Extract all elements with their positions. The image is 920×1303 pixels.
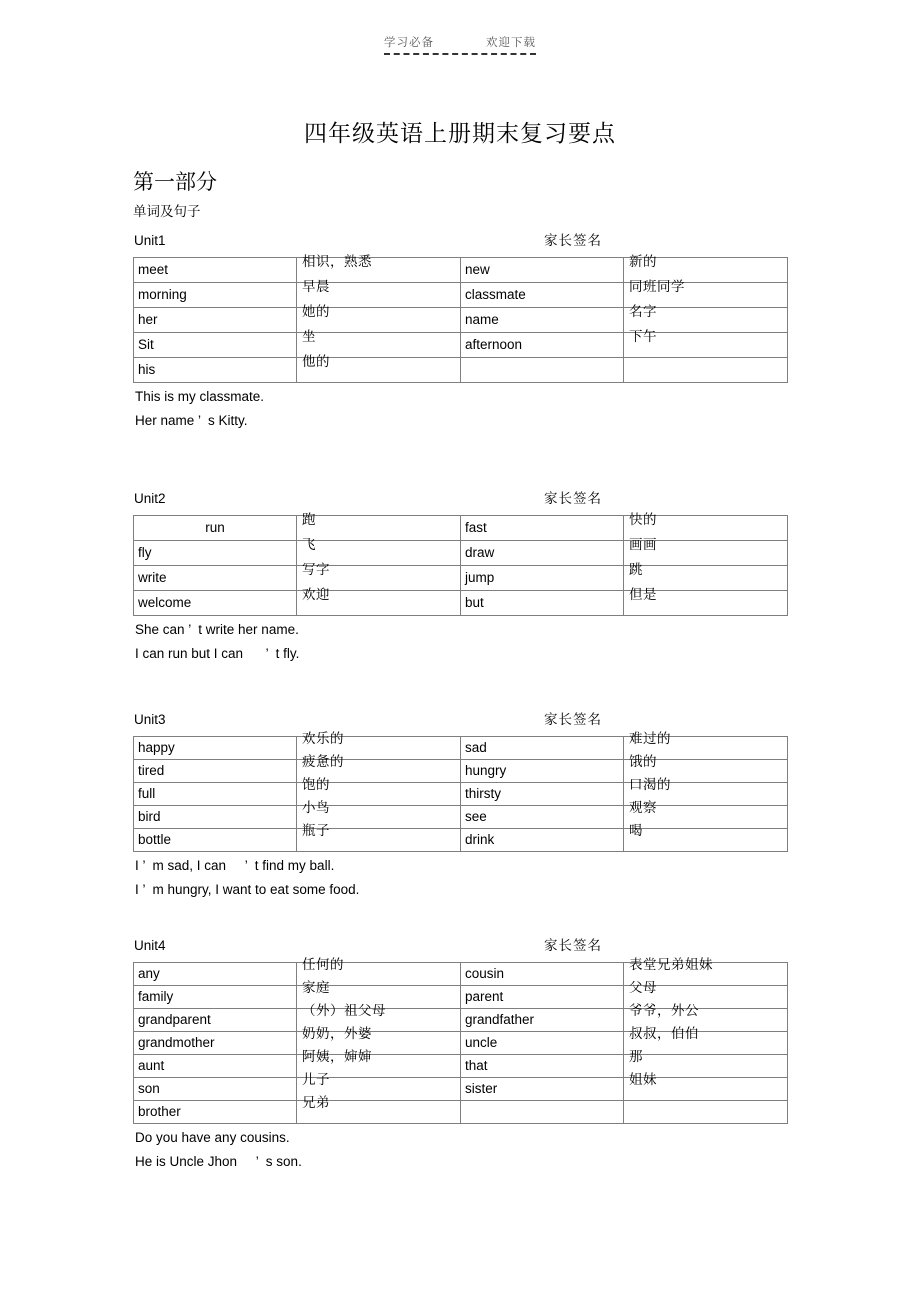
word-cell [134, 258, 297, 283]
word-cn: 新的 [629, 254, 657, 269]
example-sentence: Her name ’ s Kitty. [135, 413, 248, 428]
word-en: drink [465, 832, 495, 847]
meaning-cell [297, 1095, 461, 1124]
table-row [134, 1101, 788, 1124]
word-en: bird [138, 809, 161, 824]
unit-label-2: Unit2 [134, 491, 166, 506]
word-cell [134, 963, 297, 986]
word-cn: 画画 [629, 537, 657, 552]
word-en: tired [138, 763, 165, 778]
page-title: 四年级英语上册期末复习要点 [304, 121, 616, 146]
meaning-cell [624, 1101, 788, 1124]
word-cell [134, 737, 297, 760]
word-en: welcome [138, 595, 192, 610]
word-cn: 飞 [302, 537, 316, 552]
word-cn: 下午 [629, 329, 657, 344]
word-en: his [138, 362, 156, 377]
part-subheading: 单词及句子 [133, 204, 201, 219]
parent-signature-label-4: 家长签名 [544, 938, 602, 953]
vocab-table-unit4 [133, 957, 788, 1124]
word-en: grandparent [138, 1012, 211, 1027]
word-cell [134, 806, 297, 829]
word-cn: 叔叔，伯伯 [629, 1026, 699, 1041]
word-cell [134, 566, 297, 591]
word-cell [134, 1032, 297, 1055]
word-en: morning [138, 287, 187, 302]
word-cell [134, 1055, 297, 1078]
word-en: meet [138, 262, 169, 277]
word-cell [461, 1101, 624, 1124]
word-cn: 任何的 [302, 957, 344, 972]
word-cn: 欢乐的 [302, 731, 344, 746]
table-row [134, 333, 788, 358]
example-sentence: I can run but I can ’ t fly. [135, 646, 300, 661]
word-cn: 奶奶，外婆 [302, 1026, 372, 1041]
vocab-table-unit3 [133, 731, 788, 852]
parent-signature-label-1: 家长签名 [544, 233, 602, 248]
word-cn: 口渴的 [629, 777, 671, 792]
word-cn: 快的 [629, 512, 657, 527]
sentences-unit4 [133, 1126, 787, 1174]
word-en: sad [465, 740, 487, 755]
word-cell [461, 963, 624, 986]
word-cell [134, 283, 297, 308]
word-cn: （外）祖父母 [302, 1003, 386, 1018]
word-en: new [465, 262, 490, 277]
meaning-cell [624, 587, 788, 616]
vocab-table-unit2 [133, 512, 788, 616]
word-en: bottle [138, 832, 172, 847]
word-en: run [205, 520, 225, 535]
section-spacer [133, 433, 787, 489]
parent-signature-label-2: 家长签名 [544, 491, 602, 506]
word-cell [461, 258, 624, 283]
word-en: grandmother [138, 1035, 215, 1050]
word-cell [461, 1055, 624, 1078]
word-cn: 爷爷，外公 [629, 1003, 699, 1018]
word-cell [134, 986, 297, 1009]
sentences-unit2 [133, 618, 787, 666]
word-en: aunt [138, 1058, 165, 1073]
example-sentence: She can ’ t write her name. [135, 622, 299, 637]
word-cell [134, 1101, 297, 1124]
document-body [133, 168, 787, 1174]
word-cn: 写字 [302, 562, 330, 577]
word-cn: 兄弟 [302, 1095, 330, 1110]
example-sentence: He is Uncle Jhon ’ s son. [135, 1154, 302, 1169]
unit-header-row-1 [133, 231, 787, 254]
word-cn: 跳 [629, 562, 643, 577]
word-cn: 饿的 [629, 754, 657, 769]
word-cn: 同班同学 [629, 279, 685, 294]
word-en: parent [465, 989, 504, 1004]
word-cn: 小鸟 [302, 800, 330, 815]
word-cn: 家庭 [302, 980, 330, 995]
word-cell [461, 783, 624, 806]
word-cell [461, 1009, 624, 1032]
word-cell [134, 541, 297, 566]
example-sentence: I ’ m sad, I can ’ t find my ball. [135, 858, 335, 873]
meaning-cell [624, 329, 788, 358]
word-cell [461, 591, 624, 616]
word-cn: 那 [629, 1049, 643, 1064]
word-cell [461, 737, 624, 760]
word-cell [134, 591, 297, 616]
word-cn: 观察 [629, 800, 657, 815]
word-cell [134, 760, 297, 783]
word-cell [461, 806, 624, 829]
word-en: any [138, 966, 160, 981]
word-en: draw [465, 545, 495, 560]
page-header-text [384, 34, 536, 50]
word-en: cousin [465, 966, 505, 981]
word-en [461, 358, 623, 362]
word-cell [461, 333, 624, 358]
word-cn: 父母 [629, 980, 657, 995]
section-spacer [133, 902, 787, 936]
word-cell [134, 1078, 297, 1101]
vocab-table-unit1 [133, 254, 788, 383]
example-sentence: Do you have any cousins. [135, 1130, 290, 1145]
word-cn: 瓶子 [302, 823, 330, 838]
parent-signature-label-3: 家长签名 [544, 712, 602, 727]
word-cn: 跑 [302, 512, 316, 527]
word-cell [461, 566, 624, 591]
word-cell [461, 760, 624, 783]
word-en: thirsty [465, 786, 502, 801]
word-cell [461, 358, 624, 383]
word-cell [134, 829, 297, 852]
word-cell [461, 283, 624, 308]
word-en: fly [138, 545, 152, 560]
word-en: that [465, 1058, 488, 1073]
word-cell [461, 829, 624, 852]
example-sentence: This is my classmate. [135, 389, 265, 404]
word-cn: 她的 [302, 304, 330, 319]
word-cn: 表堂兄弟姐妹 [629, 957, 713, 972]
meaning-cell [297, 587, 461, 616]
word-en: sister [465, 1081, 498, 1096]
word-cn: 难过的 [629, 731, 671, 746]
word-cell [461, 308, 624, 333]
word-cn: 名字 [629, 304, 657, 319]
word-en: see [465, 809, 487, 824]
word-cn: 阿姨，婶婶 [302, 1049, 372, 1064]
word-en: fast [465, 520, 487, 535]
word-cn: 疲惫的 [302, 754, 344, 769]
part-heading: 第一部分 [133, 170, 217, 194]
word-cell [461, 516, 624, 541]
table-row [134, 1078, 788, 1101]
word-cell [134, 516, 297, 541]
sentences-unit3 [133, 854, 787, 902]
word-cn: 儿子 [302, 1072, 330, 1087]
word-en: full [138, 786, 156, 801]
word-en [461, 1101, 623, 1103]
word-cn: 坐 [302, 329, 316, 344]
word-en: afternoon [465, 337, 523, 352]
word-cell [461, 986, 624, 1009]
word-cn: 姐妹 [629, 1072, 657, 1087]
unit-label-4: Unit4 [134, 938, 166, 953]
word-cn: 但是 [629, 587, 657, 602]
unit-label-3: Unit3 [134, 712, 166, 727]
meaning-cell [297, 823, 461, 852]
table-row [134, 829, 788, 852]
meaning-cell [624, 358, 788, 383]
word-cell [461, 1078, 624, 1101]
word-en: brother [138, 1104, 181, 1119]
word-en: family [138, 989, 174, 1004]
word-cn: 饱的 [302, 777, 330, 792]
word-en: write [138, 570, 167, 585]
word-cell [134, 333, 297, 358]
word-en: but [465, 595, 484, 610]
word-cell [461, 541, 624, 566]
word-en: hungry [465, 763, 507, 778]
header-left-text: 学习必备 [384, 37, 434, 49]
header-dashed-rule [384, 53, 536, 55]
word-cn: 相识，熟悉 [302, 254, 372, 269]
word-cell [461, 1032, 624, 1055]
page-header [0, 33, 920, 55]
word-en: jump [465, 570, 495, 585]
meaning-cell [624, 823, 788, 852]
section-spacer [133, 666, 787, 710]
meaning-cell [297, 354, 461, 383]
word-cell [134, 308, 297, 333]
word-cn: 喝 [629, 823, 643, 838]
meaning-cell [624, 1072, 788, 1101]
table-row [134, 591, 788, 616]
word-cn: 欢迎 [302, 587, 330, 602]
word-en: name [465, 312, 499, 327]
word-en: classmate [465, 287, 526, 302]
unit-label-1: Unit1 [134, 233, 166, 248]
word-cn: 他的 [302, 354, 330, 369]
page-header-inner [384, 34, 536, 55]
example-sentence: I ’ m hungry, I want to eat some food. [135, 882, 360, 897]
word-en: her [138, 312, 158, 327]
word-en: uncle [465, 1035, 498, 1050]
word-cell [134, 1009, 297, 1032]
word-en: Sit [138, 337, 154, 352]
table-row [134, 358, 788, 383]
word-cell [134, 783, 297, 806]
unit-header-row-2 [133, 489, 787, 512]
word-en: grandfather [465, 1012, 535, 1027]
word-cn: 早晨 [302, 279, 330, 294]
word-cell [134, 358, 297, 383]
word-en: son [138, 1081, 160, 1096]
sentences-unit1 [133, 385, 787, 433]
word-en: happy [138, 740, 175, 755]
header-right-text: 欢迎下载 [486, 37, 536, 49]
